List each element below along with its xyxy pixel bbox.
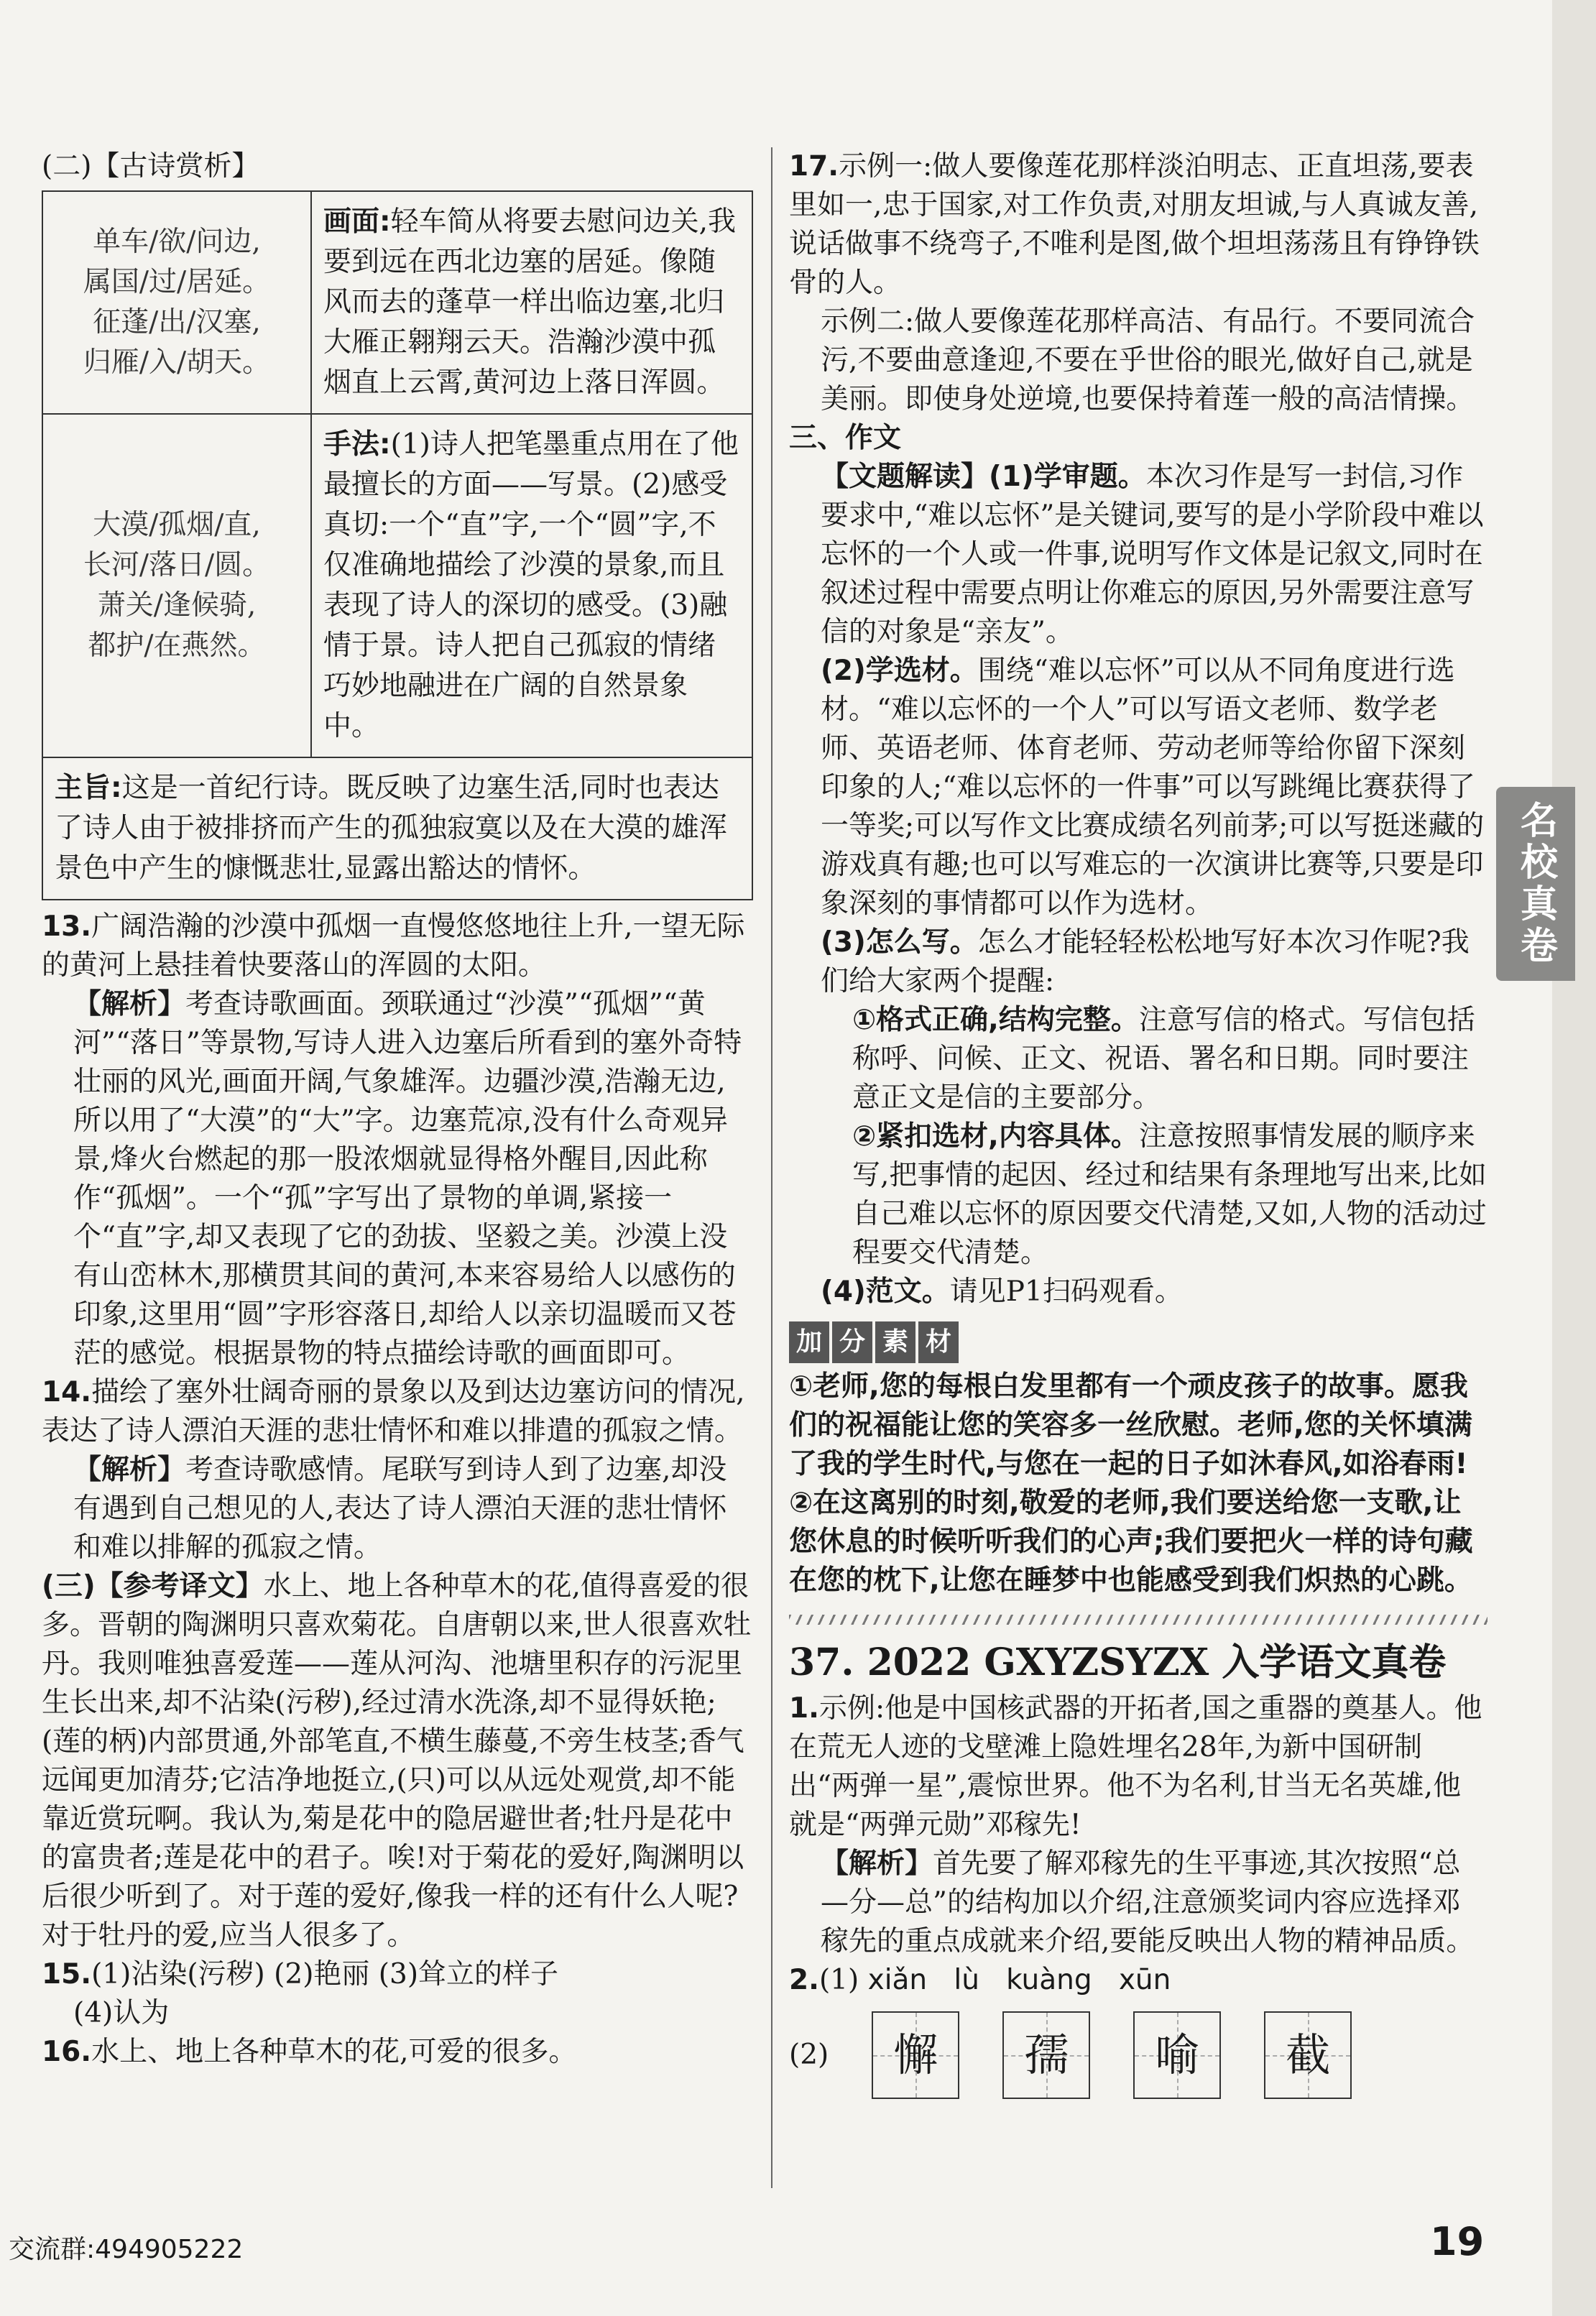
answer-17-example2: 示例二:做人要像莲花那样高洁、有品行。不要同流合污,不要曲意逢迎,不要在乎世俗的眼光,做好自己,就是美丽。即使身处逆境,也要保持着莲一般的高洁情操。 <box>821 305 1475 415</box>
bonus-text-1: ①老师,您的每根白发里都有一个顽皮孩子的故事。愿我们的祝福能让您的笑容多一丝欣慰。老师,您的关怀填满了我的学生时代,与您在一起的日子如沐春风,如浴春雨! <box>789 1370 1472 1480</box>
question-number: 16. <box>42 2036 92 2068</box>
note-label: 【解析】 <box>73 1454 186 1486</box>
step-label: (4)范文。 <box>821 1275 950 1308</box>
question-number: 1. <box>789 1692 819 1725</box>
pinyin: lù <box>954 1964 979 1996</box>
poem-line: 属国/过/居延。 <box>83 266 271 298</box>
step-text: 请见P1扫码观看。 <box>949 1275 1183 1308</box>
badge-char: 素 <box>875 1321 915 1363</box>
character-box <box>872 2011 959 2099</box>
tip-label: ①格式正确,结构完整。 <box>852 1004 1139 1036</box>
note-text: 考查诗歌感情。尾联写到诗人到了边塞,却没有遇到自己想见的人,表达了诗人漂泊天涯的悲壮情怀和难以排解的孤寂之情。 <box>73 1454 727 1564</box>
footer-group: 交流群:494905222 <box>9 2235 244 2264</box>
answer-15 <box>42 1955 753 1994</box>
step-text: 本次习作是写一封信,习作要求中,“难以忘怀”是关键词,要写的是小学阶段中难以忘怀的一个人或一件事,说明写作文体是记叙文,同时在叙述过程中需要点明让你难忘的原因,另外需要注意写信的对象是“亲友”。 <box>821 461 1484 648</box>
theme-text: 这是一首纪行诗。既反映了边塞生活,同时也表达了诗人由于被排挤而产生的孤独寂寞以及在大漠的雄浑景色中产生的慷慨悲壮,显露出豁达的情怀。 <box>55 772 728 885</box>
poem-line: 大漠/孤烟/直, <box>93 509 261 541</box>
answer-1 <box>789 1689 1487 1845</box>
character: 喻 <box>1155 2029 1200 2081</box>
answer-17 <box>789 147 1487 303</box>
poem-theme-row <box>42 757 752 900</box>
badge-char: 分 <box>832 1321 872 1363</box>
essay-step-3 <box>789 923 1487 1001</box>
note-14 <box>42 1451 753 1567</box>
pinyin: xiǎn <box>867 1964 928 1996</box>
poem-heading: (二)【古诗赏析】 <box>42 150 260 183</box>
note-label: 【解析】 <box>821 1847 933 1880</box>
badge-char: 加 <box>789 1321 829 1363</box>
bonus-text-2: ②在这离别的时刻,敬爱的老师,我们要送给您一支歌,让您休息的时候听听我们的心声;我们要把火一样的诗句藏在您的枕下,让您在睡梦中也能感受到我们炽热的心跳。 <box>789 1487 1473 1597</box>
note-text: 首先要了解邓稼先的生平事迹,其次按照“总—分—总”的结构加以介绍,注意颁奖词内容应选择邓稼先的重点成就来介绍,要能反映出人物的精神品质。 <box>821 1847 1475 1957</box>
poem-lines <box>42 191 311 414</box>
analysis-label: 手法: <box>323 428 391 461</box>
question-number: 15. <box>42 1958 92 1990</box>
tip-text: 注意写信的格式。写信包括称呼、问候、正文、祝语、署名和日期。同时要注意正文是信的主要部分。 <box>852 1004 1475 1114</box>
poem-lines <box>42 414 311 757</box>
section-title: 37. 2022 GXYZSYZX 入学语文真卷 <box>789 1641 1447 1684</box>
question-number: 13. <box>42 910 92 943</box>
answer-15-line2: (4)认为 <box>73 1997 170 2029</box>
character-box <box>1002 2011 1090 2099</box>
poem-row <box>42 414 752 757</box>
character-box <box>1264 2011 1352 2099</box>
essay-reading <box>789 458 1487 652</box>
column-divider <box>771 147 772 2188</box>
poem-analysis <box>311 191 752 414</box>
step-label: (2)学选材。 <box>821 655 978 687</box>
character: 懈 <box>893 2029 938 2081</box>
tip-label: ②紧扣选材,内容具体。 <box>852 1120 1139 1153</box>
answer-text: 示例一:做人要像莲花那样淡泊明志、正直坦荡,要表里如一,忠于国家,对工作负责,对朋友坦诚,与人真诚友善,说话做事不绕弯子,不唯利是图,做个坦坦荡荡且有铮铮铁骨的人。 <box>789 150 1480 299</box>
analysis-label: 画面: <box>323 206 391 238</box>
translation-text: 水上、地上各种草木的花,值得喜爱的很多。晋朝的陶渊明只喜欢菊花。自唐朝以来,世人很喜欢牡丹。我则唯独喜爱莲——莲从河沟、池塘里积存的污泥里生长出来,却不沾染(污秽),经过清水洗涤,却不显得妖艳;(莲的柄)内部贯通,外部笔直,不横生藤蔓,不旁生枝茎;香气远闻更加清芬;它洁净地挺立,(只)可以从远处观赏,却不能靠近赏玩啊。我认为,菊是花中的隐居避世者;牡丹是花中的富贵者;莲是花中的君子。唉!对于菊花的爱好,陶渊明以后很少听到了。对于莲的爱好,像我一样的还有什么人呢?对于牡丹的爱,应当人很多了。 <box>42 1570 752 1952</box>
essay-heading: 三、作文 <box>789 422 902 454</box>
note-1 <box>789 1845 1487 1961</box>
step-label: (3)怎么写。 <box>821 926 978 959</box>
character: 截 <box>1286 2029 1331 2081</box>
translation-heading: (三)【参考译文】 <box>42 1570 264 1602</box>
note-13 <box>42 985 753 1373</box>
step-label: (1)学审题。 <box>989 461 1146 493</box>
analysis-text: 轻车简从将要去慰问边关,我要到远在西北边塞的居延。像随风而去的蓬草一样出临边塞,北归大雁正翱翔云天。浩瀚沙漠中孤烟直上云霄,黄河边上落日浑圆。 <box>323 206 737 399</box>
answer-text: (1)沾染(污秽) (2)艳丽 (3)耸立的样子 <box>91 1958 559 1990</box>
page-number: 19 <box>1430 2219 1485 2264</box>
answer-text: 示例:他是中国核武器的开拓者,国之重器的奠基人。他在荒无人迹的戈壁滩上隐姓埋名28年,为新中国研制出“两弹一星”,震惊世界。他不为名利,甘当无名英雄,他就是“两弹元勋”邓稼先! <box>789 1692 1482 1841</box>
poem-table <box>42 190 753 900</box>
section-divider <box>789 1615 1487 1625</box>
pinyin: kuàng <box>1006 1964 1092 1996</box>
step-text: 围绕“难以忘怀”可以从不同角度进行选材。“难以忘怀的一个人”可以写语文老师、数学老师、英语老师、体育老师、劳动老师等给你留下深刻印象的人;“难以忘怀的一件事”可以写跳绳比赛获得了一等奖;可以写作文比赛成绩名列前茅;可以写挺迷藏的游戏真有趣;也可以写难忘的一次演讲比赛等,只要是印象深刻的事情都可以作为选材。 <box>821 655 1485 920</box>
tip-text: 注意按照事情发展的顺序来写,把事情的起因、经过和结果有条理地写出来,比如自己难以忘怀的原因要交代清楚,又如,人物的活动过程要交代清楚。 <box>852 1120 1487 1269</box>
question-number: 2. <box>789 1964 819 1996</box>
step-text: 怎么才能轻轻松松地写好本次习作呢?我们给大家两个提醒: <box>821 926 1470 997</box>
part-label: (2) <box>789 2039 829 2071</box>
note-text: 考查诗歌画面。颈联通过“沙漠”“孤烟”“黄河”“落日”等景物,写诗人进入边塞后所看到的塞外奇特壮丽的风光,画面开阔,气象雄浑。边疆沙漠,浩瀚无边,所以用了“大漠”的“大”字。边塞荒凉,没有什么奇观异景,烽火台燃起的那一股浓烟就显得格外醒目,因此称作“孤烟”。一个“孤”字写出了景物的单调,紧接一个“直”字,却又表现了它的劲拔、坚毅之美。沙漠上没有山峦林木,那横贯其间的黄河,本来容易给人以感伤的印象,这里用“圆”字形容落日,却给人以亲切温暖而又苍茫的感觉。根据景物的特点描绘诗歌的画面即可。 <box>73 988 742 1370</box>
answer-text: 广阔浩瀚的沙漠中孤烟一直慢悠悠地往上升,一望无际的黄河上悬挂着快要落山的浑圆的太阳。 <box>42 910 745 982</box>
poem-line: 征蓬/出/汉塞, <box>93 306 261 338</box>
answer-14 <box>42 1373 753 1451</box>
character-box <box>1133 2011 1221 2099</box>
right-column <box>789 147 1487 2099</box>
poem-line: 单车/欲/问边, <box>93 226 261 258</box>
poem-row <box>42 191 752 414</box>
question-number: 14. <box>42 1376 92 1408</box>
bonus-material-badge <box>789 1321 959 1363</box>
analysis-text: (1)诗人把笔墨重点用在了他最擅长的方面——写景。(2)感受真切:一个“直”字,一个“圆”字,不仅准确地描绘了沙漠的景象,而且表现了诗人的深切的感受。(3)融情于景。诗人把自己孤寂的情绪巧妙地融进在广阔的自然景象中。 <box>323 428 739 742</box>
essay-step-4 <box>789 1273 1487 1311</box>
poem-line: 都护/在燕然。 <box>88 629 266 662</box>
character-grid-row <box>789 2011 1487 2099</box>
poem-line: 长河/落日/圆。 <box>83 549 271 581</box>
poem-theme <box>42 757 752 900</box>
essay-tip-1 <box>789 1001 1487 1117</box>
answer-2 <box>789 1961 1487 2000</box>
left-column <box>42 147 753 2072</box>
part-label: (1) <box>818 1964 859 1996</box>
answer-16 <box>42 2033 753 2072</box>
question-number: 17. <box>789 150 839 183</box>
answer-13 <box>42 908 753 985</box>
side-tab: 名校真卷 <box>1496 787 1575 981</box>
note-label: 【解析】 <box>73 988 186 1020</box>
translation <box>42 1567 753 1955</box>
poem-analysis <box>311 414 752 757</box>
answer-text: 描绘了塞外壮阔奇丽的景象以及到达边塞访问的情况,表达了诗人漂泊天涯的悲壮情怀和难以排遣的孤寂之情。 <box>42 1376 745 1447</box>
essay-tip-2 <box>789 1117 1487 1273</box>
poem-line: 归雁/入/胡天。 <box>83 346 271 379</box>
pinyin: xūn <box>1118 1964 1171 1996</box>
reading-label: 【文题解读】 <box>821 461 990 493</box>
answer-text: 水上、地上各种草木的花,可爱的很多。 <box>91 2036 577 2068</box>
poem-line: 萧关/逢候骑, <box>97 589 257 622</box>
essay-step-2 <box>789 652 1487 923</box>
badge-char: 材 <box>918 1321 959 1363</box>
theme-label: 主旨: <box>55 772 122 804</box>
character: 孺 <box>1024 2029 1069 2081</box>
